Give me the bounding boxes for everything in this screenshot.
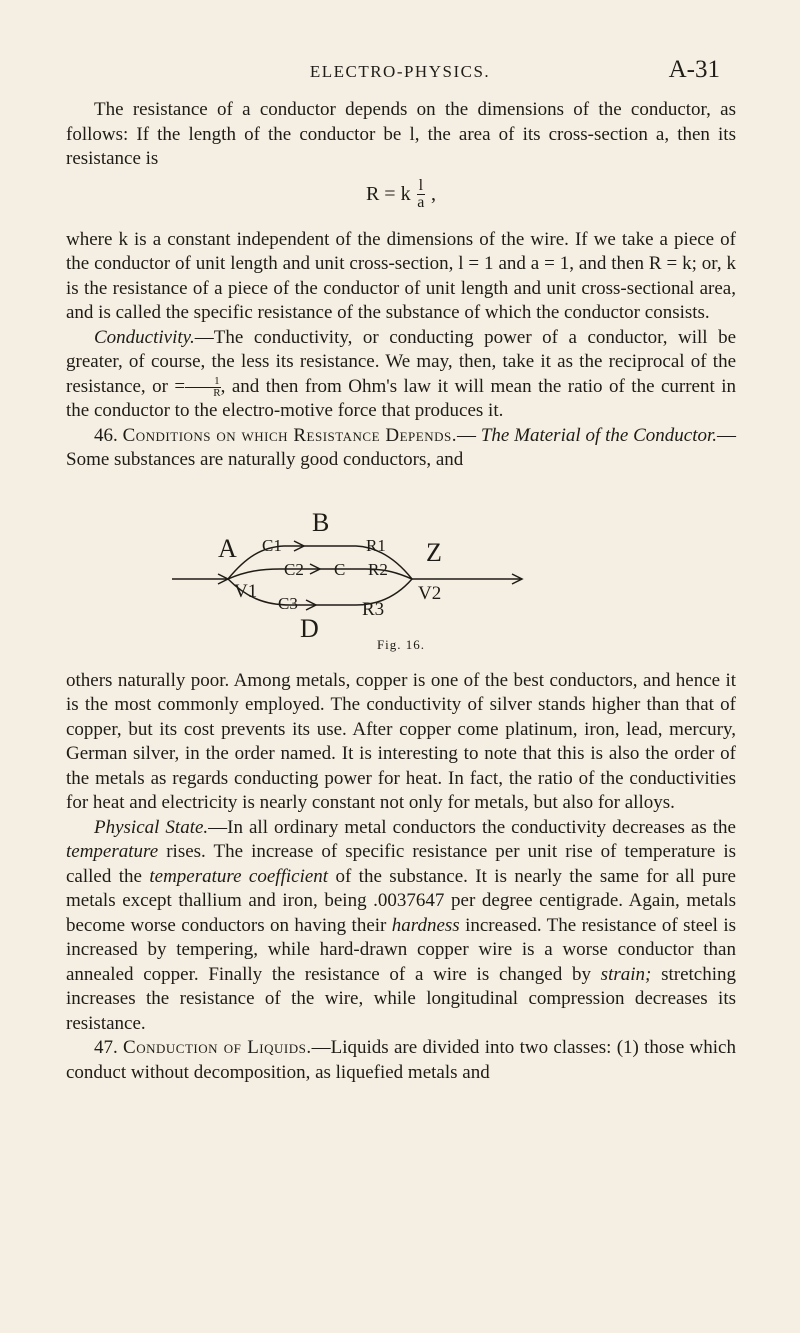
figure-16 bbox=[66, 479, 736, 665]
formula-numerator: l bbox=[418, 176, 424, 194]
page-body bbox=[66, 98, 736, 1085]
label-V2: V2 bbox=[418, 582, 442, 604]
label-R2: R2 bbox=[368, 559, 388, 579]
section-46-subheading: The Material of the Conductor. bbox=[480, 424, 718, 446]
formula-denominator: a bbox=[417, 193, 425, 211]
formula-fraction bbox=[417, 178, 425, 211]
paragraph-conductivity bbox=[66, 326, 736, 424]
paragraph-section-46 bbox=[66, 424, 736, 473]
physical-italic-coefficient: temperature coefficient bbox=[149, 865, 329, 887]
conductivity-fraction bbox=[185, 376, 221, 399]
resistance-formula bbox=[66, 172, 736, 228]
physical-text-5: stretching increases the resistance of the wire, while longitudinal compression decreases its resistance. bbox=[66, 963, 736, 1034]
label-C1: C1 bbox=[262, 535, 282, 555]
physical-text-2: rises. The increase of specific resistance per unit rise of temperature is called the bbox=[66, 841, 736, 887]
section-47-text: —Liquids are divided into two classes: (1) those which conduct without decomposition, as liquefied metals and bbox=[66, 1037, 736, 1083]
conductivity-text-a: —The conductivity, or conducting power of a conductor, will be greater, of course, the less its resistance. We may, then, take it as the reciprocal of the resistance, or = bbox=[66, 326, 736, 397]
physical-italic-temperature: temperature bbox=[66, 841, 159, 862]
section-46-text: —Some substances are naturally good conductors, and bbox=[66, 424, 737, 470]
label-R1: R1 bbox=[366, 535, 386, 555]
paragraph-metals: others naturally poor. Among metals, copper is one of the best conductors, and hence it is the most commonly employed. The conductivity of silver stands higher than that of copper, but its cost prevents its use. After copper come platinum, iron, lead, mercury, German silver, in the order named. It is interesting to note that this is also the order of the metals as regards conducting power for heat. In fact, the ratio of the conductivities for heat and electricity is nearly constant not only for metals, but also for alloys. bbox=[66, 669, 736, 813]
conductivity-text-b: , and then from Ohm's law it will mean the ratio of the current in the conductor to the electro-motive force that produces it. bbox=[66, 375, 736, 421]
physical-state-heading: Physical State. bbox=[94, 816, 209, 838]
running-title: ELECTRO-PHYSICS. bbox=[309, 62, 491, 81]
label-D: D bbox=[300, 613, 319, 643]
label-A: A bbox=[218, 533, 237, 563]
label-V1: V1 bbox=[234, 580, 258, 602]
paragraph-section-47 bbox=[66, 1036, 736, 1085]
section-46-title: Conditions on which Resistance Depends. bbox=[122, 424, 457, 446]
figure-caption: Fig. 16. bbox=[376, 636, 426, 652]
physical-italic-hardness: hardness bbox=[391, 914, 460, 936]
label-C2: C2 bbox=[284, 559, 304, 579]
label-C3: C3 bbox=[278, 593, 298, 613]
section-47-title: Conduction of Liquids. bbox=[123, 1037, 312, 1058]
page-header bbox=[0, 56, 800, 90]
paragraph-specific-resistance: where k is a constant independent of the dimensions of the wire. If we take a piece of the conductor of unit length and unit cross-section, l = 1 and a = 1, and then R = k; or, k is the resistance of a piece of the conductor of unit length and unit cross-sectional area, and is called the specific resistance of the substance of which the conductor consists. bbox=[66, 228, 736, 323]
conductivity-frac-num: 1 bbox=[185, 376, 221, 388]
section-46-dash: — bbox=[456, 424, 476, 446]
section-47-number: 47. bbox=[94, 1037, 118, 1058]
section-46-number: 46. bbox=[94, 424, 118, 446]
conductivity-heading: Conductivity. bbox=[94, 326, 195, 348]
physical-italic-strain: strain; bbox=[600, 963, 652, 985]
label-R3: R3 bbox=[362, 598, 385, 620]
label-B: B bbox=[312, 507, 330, 537]
page-number: A-31 bbox=[668, 56, 720, 83]
formula-lhs: R = k bbox=[365, 182, 411, 205]
formula-tail: , bbox=[431, 182, 437, 205]
physical-text-3: of the substance. It is nearly the same for all pure metals except thallium and iron, being .0037647 per degree centigrade. Again, metals become worse conductors on having their bbox=[66, 865, 736, 936]
paragraph-resistance-intro: The resistance of a conductor depends on the dimensions of the conductor, as follows: If the length of the conductor be l, the area of its cross-section a, then its resistance is bbox=[66, 99, 736, 169]
physical-text-1: —In all ordinary metal conductors the conductivity decreases as the bbox=[208, 816, 736, 838]
paragraph-physical-state bbox=[66, 816, 736, 1037]
label-C: C bbox=[334, 559, 346, 579]
conductivity-frac-den: R bbox=[213, 386, 221, 399]
label-Z: Z bbox=[426, 537, 442, 567]
physical-text-4: increased. The resistance of steel is increased by tempering, while hard-drawn copper wire is a worse conductor than annealed copper. Finally the resistance of a wire is changed by bbox=[66, 914, 736, 985]
